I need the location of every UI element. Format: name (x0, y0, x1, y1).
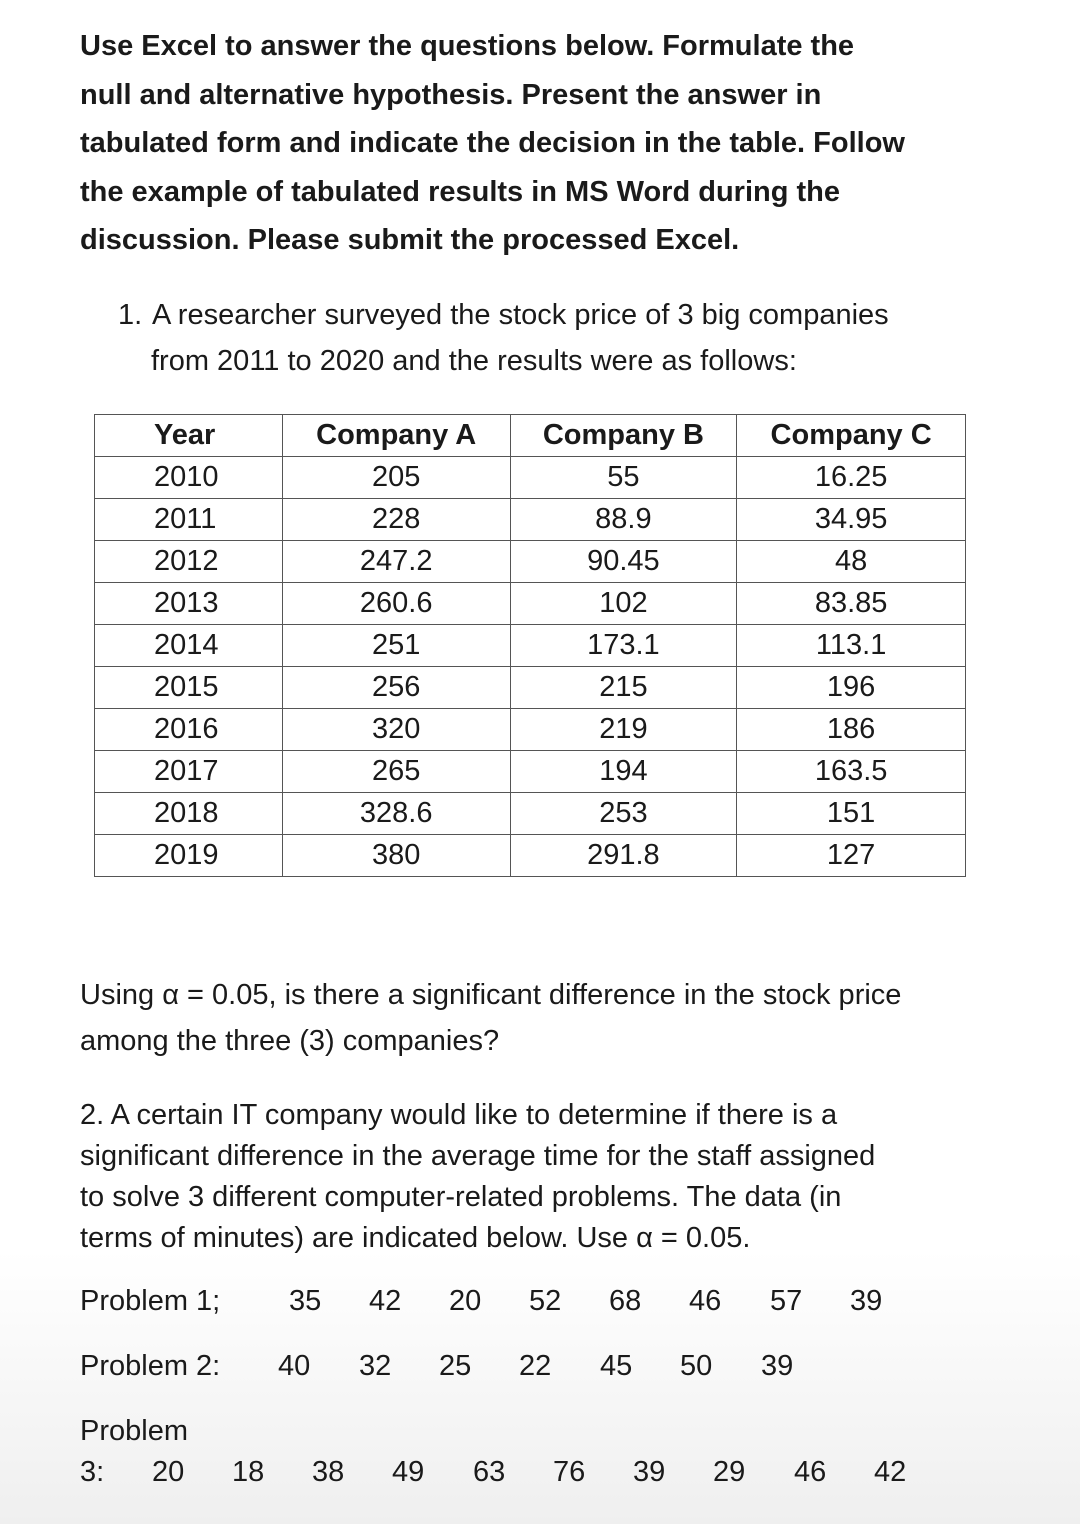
problem-1-value: 20 (449, 1285, 482, 1317)
cell-company-c: 113.1 (737, 625, 966, 667)
problem-3-value: 18 (232, 1456, 265, 1488)
table-header-row (95, 415, 966, 457)
question-2-prompt (80, 1095, 1020, 1259)
problem-2-value: 40 (278, 1350, 311, 1382)
problem-3-label: Problem (80, 1415, 188, 1447)
instructions-paragraph (80, 22, 1020, 265)
question-2-line: terms of minutes) are indicated below. Use α = 0.05. (80, 1222, 751, 1254)
table-row (95, 751, 966, 793)
problem-1-value: 57 (770, 1285, 803, 1317)
table-row (95, 835, 966, 877)
problem-3-value: 42 (874, 1456, 907, 1488)
cell-company-b: 215 (510, 667, 737, 709)
problem-1-value: 39 (850, 1285, 883, 1317)
cell-company-b: 173.1 (510, 625, 737, 667)
table-row (95, 709, 966, 751)
table-row (95, 541, 966, 583)
cell-year: 2017 (95, 751, 283, 793)
cell-company-b: 291.8 (510, 835, 737, 877)
cell-year: 2018 (95, 793, 283, 835)
cell-company-b: 55 (510, 457, 737, 499)
question-2-line: to solve 3 different computer-related problems. The data (in (80, 1181, 842, 1213)
cell-company-a: 256 (282, 667, 510, 709)
cell-company-a: 265 (282, 751, 510, 793)
problem-2-value: 39 (761, 1350, 794, 1382)
problem-2-value: 25 (439, 1350, 472, 1382)
cell-company-c: 196 (737, 667, 966, 709)
problem-1-label: Problem 1; (80, 1285, 221, 1317)
question-1-prompt-line: A researcher surveyed the stock price of 3 big companies (152, 299, 889, 331)
question-2-line: significant difference in the average time for the staff assigned (80, 1140, 876, 1172)
cell-company-c: 34.95 (737, 499, 966, 541)
cell-year: 2015 (95, 667, 283, 709)
table-row (95, 499, 966, 541)
problem-3-label-number: 3: (80, 1456, 105, 1488)
cell-company-b: 102 (510, 583, 737, 625)
problem-2-label: Problem 2: (80, 1350, 221, 1382)
cell-company-c: 151 (737, 793, 966, 835)
header-year: Year (95, 415, 283, 457)
problem-1-value: 35 (289, 1285, 322, 1317)
cell-year: 2010 (95, 457, 283, 499)
cell-year: 2013 (95, 583, 283, 625)
problem-1-value: 68 (609, 1285, 642, 1317)
instructions-line: Use Excel to answer the questions below. Formulate the (80, 30, 855, 62)
question-1-number: 1. (118, 299, 143, 331)
question-1-prompt-line: from 2011 to 2020 and the results were as follows: (151, 345, 797, 377)
instructions-line: tabulated form and indicate the decision in the table. Follow (80, 127, 905, 160)
problem-1-value: 46 (689, 1285, 722, 1317)
cell-company-a: 205 (282, 457, 510, 499)
cell-company-a: 247.2 (282, 541, 510, 583)
cell-company-a: 380 (282, 835, 510, 877)
question-2-line: 2. A certain IT company would like to determine if there is a (80, 1099, 838, 1131)
cell-year: 2011 (95, 499, 283, 541)
problem-3-value: 20 (152, 1456, 185, 1488)
instructions-line: the example of tabulated results in MS Word during the (80, 175, 840, 208)
cell-company-c: 83.85 (737, 583, 966, 625)
cell-company-a: 251 (282, 625, 510, 667)
cell-year: 2019 (95, 835, 283, 877)
problem-3-value: 46 (794, 1456, 827, 1488)
table-row (95, 583, 966, 625)
cell-company-b: 253 (510, 793, 737, 835)
cell-year: 2016 (95, 709, 283, 751)
header-company-b: Company B (510, 415, 737, 457)
problem-3-value: 39 (633, 1456, 666, 1488)
problem-3-value: 29 (713, 1456, 746, 1488)
cell-company-b: 219 (510, 709, 737, 751)
cell-company-c: 186 (737, 709, 966, 751)
problem-3-value: 38 (312, 1456, 345, 1488)
instructions-line: discussion. Please submit the processed Excel. (80, 224, 740, 257)
problem-1-value: 42 (369, 1285, 402, 1317)
cell-company-a: 228 (282, 499, 510, 541)
cell-company-c: 127 (737, 835, 966, 877)
header-company-a: Company A (282, 415, 510, 457)
cell-company-c: 16.25 (737, 457, 966, 499)
cell-company-b: 88.9 (510, 499, 737, 541)
question-1-question-line: among the three (3) companies? (80, 1025, 500, 1057)
table-row (95, 457, 966, 499)
problem-3-value: 76 (553, 1456, 586, 1488)
stock-price-table (94, 414, 966, 877)
table-row (95, 793, 966, 835)
cell-year: 2012 (95, 541, 283, 583)
problem-3-value: 49 (392, 1456, 425, 1488)
cell-company-b: 90.45 (510, 541, 737, 583)
cell-company-c: 48 (737, 541, 966, 583)
question-1-prompt (118, 292, 1018, 384)
problem-2-value: 45 (600, 1350, 633, 1382)
instructions-line: null and alternative hypothesis. Present the answer in (80, 78, 822, 111)
cell-company-a: 328.6 (282, 793, 510, 835)
problem-2-value: 32 (359, 1350, 392, 1382)
problem-3-value: 63 (473, 1456, 506, 1488)
problem-2-value: 22 (519, 1350, 552, 1382)
table-row (95, 667, 966, 709)
problem-1-value: 52 (529, 1285, 562, 1317)
cell-company-b: 194 (510, 751, 737, 793)
header-company-c: Company C (737, 415, 966, 457)
cell-company-c: 163.5 (737, 751, 966, 793)
cell-company-a: 260.6 (282, 583, 510, 625)
question-1-question (80, 972, 1020, 1064)
cell-company-a: 320 (282, 709, 510, 751)
table-row (95, 625, 966, 667)
question-1-question-line: Using α = 0.05, is there a significant difference in the stock price (80, 979, 902, 1011)
problem-2-value: 50 (680, 1350, 713, 1382)
cell-year: 2014 (95, 625, 283, 667)
